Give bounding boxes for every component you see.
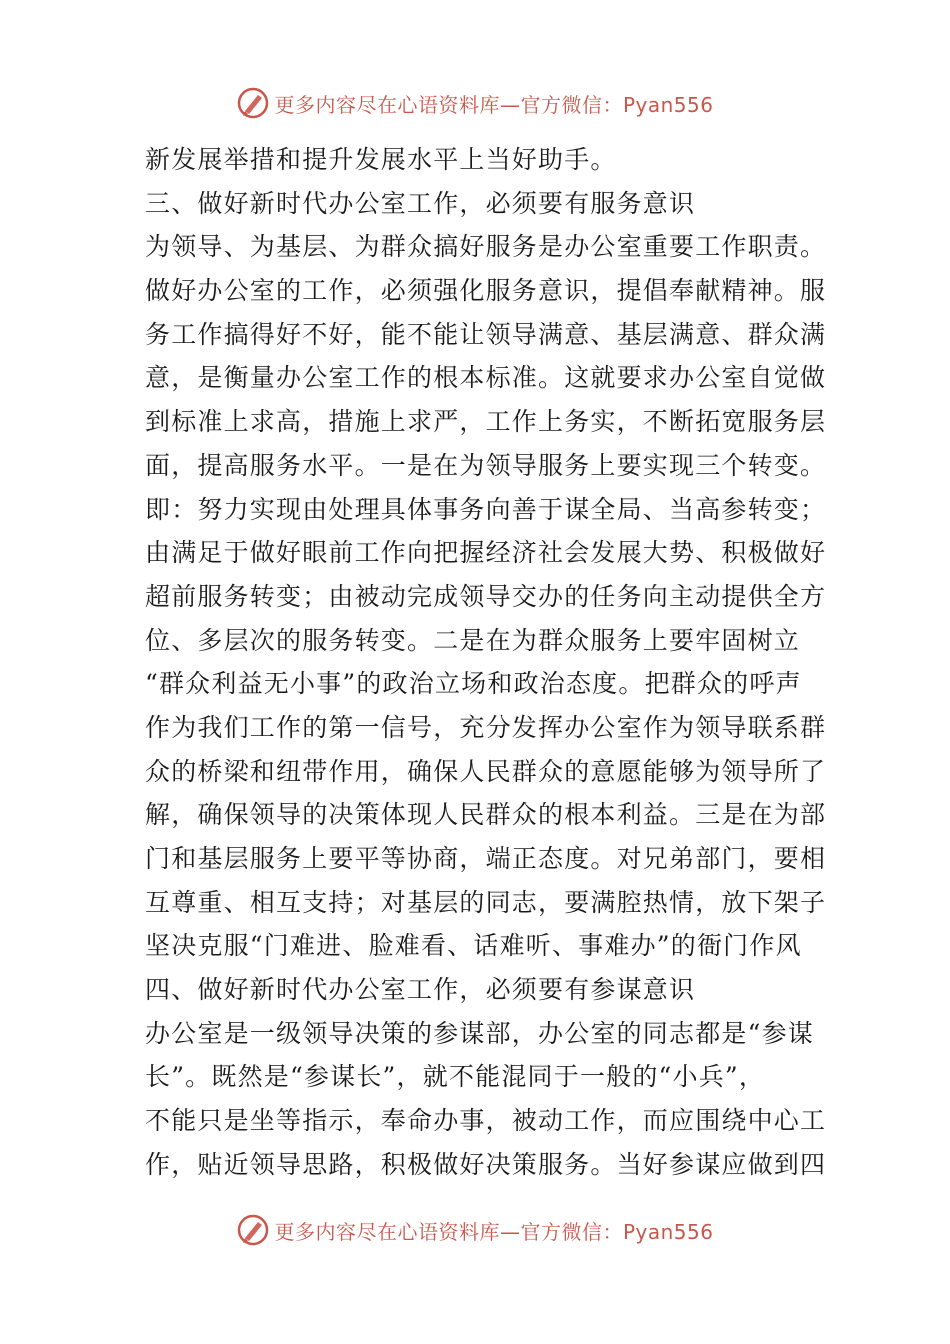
text-line: 解，确保领导的决策体现人民群众的根本利益。三是在为部 [145,800,827,830]
text-line: 位、多层次的服务转变。二是在为群众服务上要牢固树立 [145,625,801,655]
text-line: 新发展举措和提升发展水平上当好助手。 [145,145,617,174]
text-line: 为领导、为基层、为群众搞好服务是办公室重要工作职责。 [145,232,827,262]
text-line: 互尊重、相互支持；对基层的同志，要满腔热情，放下架子 [145,887,827,917]
watermark-text: 更多内容尽在心语资料库—官方微信：Pyan556 [274,92,714,117]
text-line: 长”。既然是“参谋长”，就不能混同于一般的“小兵”， [145,1062,766,1092]
watermark-text: 更多内容尽在心语资料库—官方微信：Pyan556 [274,1219,714,1244]
text-line: 由满足于做好眼前工作向把握经济社会发展大势、积极做好 [145,538,827,568]
pen-logo-icon [236,1213,270,1247]
text-line: 到标准上求高，措施上求严，工作上务实，不断拓宽服务层 [145,407,827,437]
footer-watermark [0,1212,950,1248]
text-line: 超前服务转变；由被动完成领导交办的任务向主动提供全方 [145,581,827,611]
text-line: 做好办公室的工作，必须强化服务意识，提倡奉献精神。服 [145,276,827,306]
text-line: 作，贴近领导思路，积极做好决策服务。当好参谋应做到四 [145,1149,827,1179]
text-line: “群众利益无小事”的政治立场和政治态度。把群众的呼声 [145,669,802,699]
text-line: 办公室是一级领导决策的参谋部，办公室的同志都是“参谋 [145,1018,814,1048]
text-line: 即：努力实现由处理具体事务向善于谋全局、当高参转变； [145,494,827,524]
text-line: 面，提高服务水平。一是在为领导服务上要实现三个转变。 [145,450,827,480]
text-line: 坚决克服“门难进、脸难看、话难听、事难办”的衙门作风 [145,931,802,961]
text-line: 作为我们工作的第一信号，充分发挥办公室作为领导联系群 [145,712,827,742]
text-line: 不能只是坐等指示，奉命办事，被动工作，而应围绕中心工 [145,1106,827,1136]
document-body [145,138,827,1187]
section-heading-4: 四、做好新时代办公室工作，必须要有参谋意识 [145,975,696,1005]
text-line: 务工作搞得好不好，能不能让领导满意、基层满意、群众满 [145,319,827,349]
pen-logo-icon [236,86,270,120]
text-line: 门和基层服务上要平等协商，端正态度。对兄弟部门，要相 [145,844,827,873]
text-line: 意，是衡量办公室工作的根本标准。这就要求办公室自觉做 [145,363,827,393]
header-watermark [0,85,950,121]
text-line: 众的桥梁和纽带作用，确保人民群众的意愿能够为领导所了 [145,756,827,786]
section-heading-3: 三、做好新时代办公室工作，必须要有服务意识 [145,188,696,218]
